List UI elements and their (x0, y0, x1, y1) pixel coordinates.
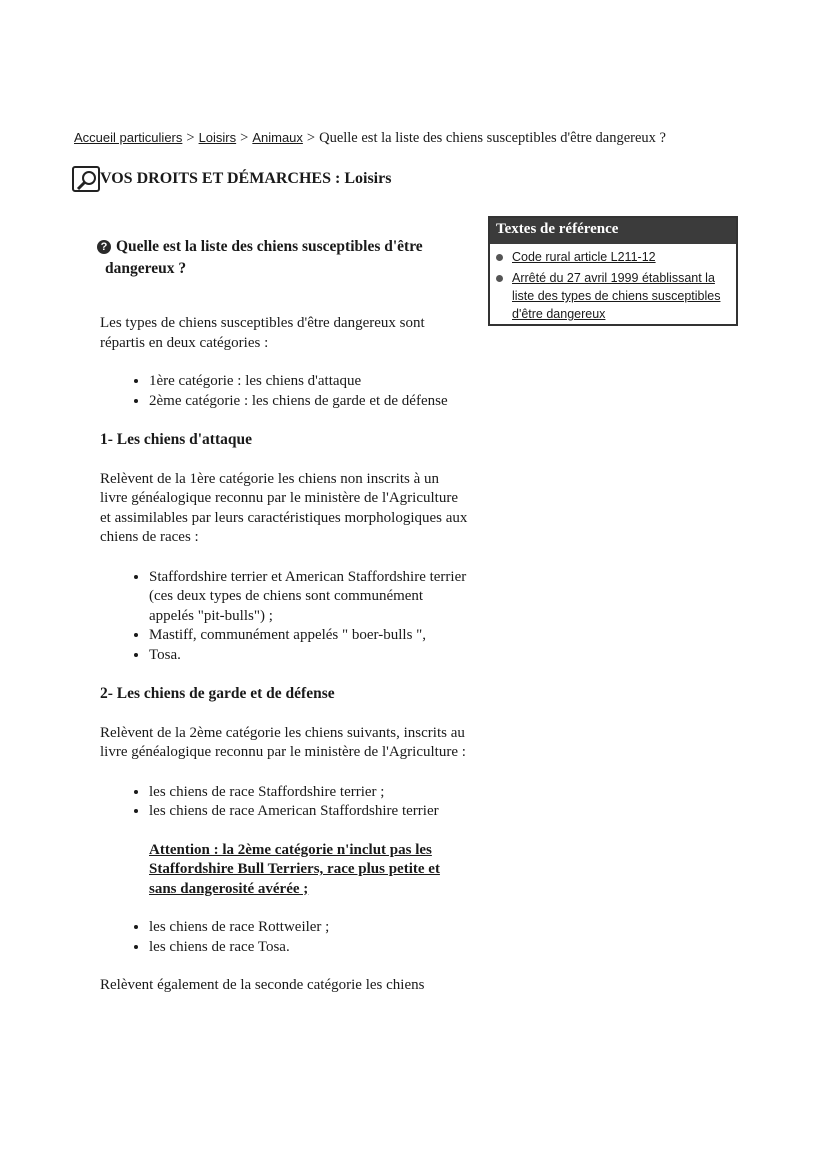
section-2-paragraph: Relèvent de la 2ème catégorie les chiens suivants, inscrits au livre généalogique reconnu par le ministère de l'Agriculture : (100, 724, 466, 760)
reference-texts-box (488, 216, 738, 326)
breadcrumb-separator: > (306, 130, 316, 146)
final-paragraph: Relèvent également de la seconde catégorie les chiens (100, 977, 425, 993)
list-item: • les chiens de race Tosa. (149, 938, 470, 958)
categories-list (100, 372, 470, 411)
list-item: • Tosa. (149, 646, 470, 666)
section-heading (72, 166, 391, 192)
section-2-title: 2- Les chiens de garde et de défense (100, 685, 335, 702)
list-item: • les chiens de race American Staffordshire terrier (149, 802, 470, 822)
list-item: • 2ème catégorie : les chiens de garde et de défense (149, 392, 470, 412)
guard-dogs-list (100, 783, 470, 822)
list-item: • 1ère catégorie : les chiens d'attaque (149, 372, 470, 392)
list-item: • les chiens de race Staffordshire terrier ; (149, 783, 470, 803)
list-item: • Staffordshire terrier et American Staffordshire terrier (ces deux types de chiens sont communément appelés "pit-bulls") ; (149, 568, 470, 627)
attack-dogs-list (100, 568, 470, 666)
list-item: • Mastiff, communément appelés " boer-bulls ", (149, 626, 470, 646)
main-content (100, 314, 470, 996)
list-item (494, 269, 730, 323)
magnifier-icon (72, 166, 100, 192)
breadcrumb-link-loisirs[interactable]: Loisirs (198, 130, 237, 145)
guard-dogs-list-2 (100, 918, 470, 957)
reference-link-arrete[interactable]: Arrêté du 27 avril 1999 établissant la liste des types de chiens susceptibles d'être dangereux (512, 271, 721, 321)
question-icon: ? (97, 240, 111, 254)
bullet-icon (496, 275, 503, 282)
question-line-1: Quelle est la liste des chiens susceptibles d'être (116, 238, 423, 255)
reference-link-code-rural[interactable]: Code rural article L211-12 (512, 250, 656, 264)
breadcrumb-link-animaux[interactable]: Animaux (252, 130, 303, 145)
breadcrumb (74, 130, 774, 147)
attention-note: Attention : la 2ème catégorie n'inclut pas les Staffordshire Bull Terriers, race plus petite et sans dangerosité avérée ; (149, 841, 440, 897)
breadcrumb-separator: > (240, 130, 249, 146)
section-title: VOS DROITS ET DÉMARCHES : Loisirs (100, 170, 392, 187)
bullet-icon (496, 254, 503, 261)
section-1-title: 1- Les chiens d'attaque (100, 431, 252, 448)
question-line-2: dangereux ? (105, 260, 187, 277)
reference-texts-heading: Textes de référence (490, 218, 736, 244)
question-heading (97, 236, 467, 280)
section-1-paragraph: Relèvent de la 1ère catégorie les chiens non inscrits à un livre généalogique reconnu par le ministère de l'Agriculture et assimilables par leurs caractéristiques morphologiques aux chiens de races : (100, 470, 468, 545)
breadcrumb-current: Quelle est la liste des chiens susceptibles d'être dangereux ? (319, 130, 666, 146)
intro-paragraph: Les types de chiens susceptibles d'être dangereux sont répartis en deux catégories : (100, 315, 425, 351)
list-item (494, 248, 730, 266)
list-item: • les chiens de race Rottweiler ; (149, 918, 470, 938)
breadcrumb-separator: > (186, 130, 195, 146)
breadcrumb-link-accueil[interactable]: Accueil particuliers (74, 130, 183, 145)
